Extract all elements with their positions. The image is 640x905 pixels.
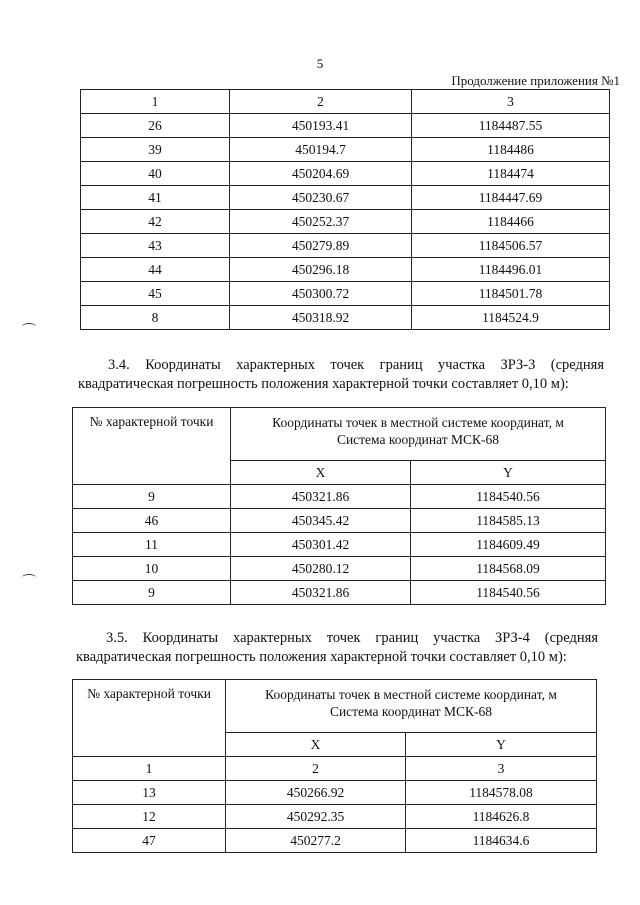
point-number-cell: 10 xyxy=(73,557,231,581)
column-header: 3 xyxy=(412,90,610,114)
x-coordinate-cell: 450277.2 xyxy=(226,829,406,853)
table-row xyxy=(81,162,610,186)
coordinates-table-zrz-4 xyxy=(72,679,597,853)
x-coordinate-cell: 450296.18 xyxy=(230,258,412,282)
table-row xyxy=(81,186,610,210)
y-coordinate-cell: 1184447.69 xyxy=(412,186,610,210)
x-coordinate-cell: 450300.72 xyxy=(230,282,412,306)
x-coordinate-cell: 450230.67 xyxy=(230,186,412,210)
point-number-cell: 42 xyxy=(81,210,230,234)
coordinate-system-label: Система координат МСК-68 xyxy=(329,704,493,719)
coordinates-header xyxy=(226,680,597,733)
y-coordinate-cell: 1184486 xyxy=(412,138,610,162)
coordinate-system-label: Система координат МСК-68 xyxy=(336,432,500,447)
point-number-cell: 39 xyxy=(81,138,230,162)
coordinates-header xyxy=(231,408,606,461)
y-coordinate-cell: 1184474 xyxy=(412,162,610,186)
x-coordinate-cell: 450321.86 xyxy=(231,581,411,605)
table-header-row xyxy=(73,680,597,733)
x-coordinate-cell: 450194.7 xyxy=(230,138,412,162)
appendix-continuation-note: Продолжение приложения №1 xyxy=(451,73,620,88)
y-coordinate-cell: 1184496.01 xyxy=(412,258,610,282)
column-number: 1 xyxy=(73,757,226,781)
section-3-4-paragraph xyxy=(78,356,604,394)
column-header: 1 xyxy=(81,90,230,114)
table-header-row xyxy=(73,408,606,461)
table-row xyxy=(81,114,610,138)
table-row xyxy=(81,258,610,282)
point-number-cell: 12 xyxy=(73,805,226,829)
table-row xyxy=(73,557,606,581)
table-row xyxy=(73,581,606,605)
paragraph-line: 3.5. Координаты характерных точек границ участка ЗРЗ-4 (средняя xyxy=(106,630,598,646)
point-number-cell: 8 xyxy=(81,306,230,330)
page-number: 5 xyxy=(316,56,324,71)
x-coordinate-cell: 450193.41 xyxy=(230,114,412,138)
x-coordinate-cell: 450280.12 xyxy=(231,557,411,581)
table-row xyxy=(81,138,610,162)
point-number-cell: 43 xyxy=(81,234,230,258)
point-number-cell: 9 xyxy=(73,581,231,605)
point-number-cell: 47 xyxy=(73,829,226,853)
x-column-header: X xyxy=(231,461,411,485)
x-coordinate-cell: 450345.42 xyxy=(231,509,411,533)
y-coordinate-cell: 1184487.55 xyxy=(412,114,610,138)
y-coordinate-cell: 1184568.09 xyxy=(411,557,606,581)
x-coordinate-cell: 450266.92 xyxy=(226,781,406,805)
table-row xyxy=(73,533,606,557)
point-number-cell: 41 xyxy=(81,186,230,210)
x-coordinate-cell: 450279.89 xyxy=(230,234,412,258)
point-number-cell: 45 xyxy=(81,282,230,306)
x-coordinate-cell: 450301.42 xyxy=(231,533,411,557)
table-row xyxy=(73,781,597,805)
y-coordinate-cell: 1184466 xyxy=(412,210,610,234)
table-row xyxy=(73,509,606,533)
margin-mark xyxy=(22,323,36,330)
point-number-header: № характерной точки xyxy=(73,680,226,757)
table-row xyxy=(73,805,597,829)
point-number-cell: 40 xyxy=(81,162,230,186)
y-column-header: Y xyxy=(411,461,606,485)
y-coordinate-cell: 1184501.78 xyxy=(412,282,610,306)
coordinates-header-line: Координаты точек в местной системе координат, м xyxy=(272,415,564,430)
x-coordinate-cell: 450204.69 xyxy=(230,162,412,186)
numbering-row xyxy=(73,757,597,781)
point-number-cell: 26 xyxy=(81,114,230,138)
coordinates-table-zrz-3 xyxy=(72,407,606,605)
y-coordinate-cell: 1184540.56 xyxy=(411,581,606,605)
coordinates-header-line: Координаты точек в местной системе координат, м xyxy=(265,687,557,702)
y-coordinate-cell: 1184540.56 xyxy=(411,485,606,509)
x-column-header: X xyxy=(226,733,406,757)
table-row xyxy=(73,485,606,509)
point-number-cell: 44 xyxy=(81,258,230,282)
column-number: 3 xyxy=(406,757,597,781)
y-coordinate-cell: 1184585.13 xyxy=(411,509,606,533)
y-coordinate-cell: 1184578.08 xyxy=(406,781,597,805)
paragraph-line: квадратическая погрешность положения характерной точки составляет 0,10 м): xyxy=(78,376,569,392)
table-row xyxy=(81,306,610,330)
y-coordinate-cell: 1184524.9 xyxy=(412,306,610,330)
table-row xyxy=(81,282,610,306)
point-number-cell: 11 xyxy=(73,533,231,557)
x-coordinate-cell: 450318.92 xyxy=(230,306,412,330)
point-number-cell: 46 xyxy=(73,509,231,533)
x-coordinate-cell: 450321.86 xyxy=(231,485,411,509)
table-header-row xyxy=(81,90,610,114)
margin-mark xyxy=(22,574,36,581)
coordinates-table-continuation xyxy=(80,89,610,330)
x-coordinate-cell: 450252.37 xyxy=(230,210,412,234)
point-number-header: № характерной точки xyxy=(73,408,231,485)
table-row xyxy=(81,210,610,234)
paragraph-line: квадратическая погрешность положения характерной точки составляет 0,10 м): xyxy=(76,649,567,665)
column-header: 2 xyxy=(230,90,412,114)
x-coordinate-cell: 450292.35 xyxy=(226,805,406,829)
y-coordinate-cell: 1184506.57 xyxy=(412,234,610,258)
y-coordinate-cell: 1184634.6 xyxy=(406,829,597,853)
y-coordinate-cell: 1184626.8 xyxy=(406,805,597,829)
table-row xyxy=(73,829,597,853)
section-3-5-paragraph xyxy=(76,629,598,667)
y-column-header: Y xyxy=(406,733,597,757)
y-coordinate-cell: 1184609.49 xyxy=(411,533,606,557)
paragraph-line: 3.4. Координаты характерных точек границ участка ЗРЗ-3 (средняя xyxy=(108,357,604,373)
column-number: 2 xyxy=(226,757,406,781)
point-number-cell: 9 xyxy=(73,485,231,509)
table-row xyxy=(81,234,610,258)
point-number-cell: 13 xyxy=(73,781,226,805)
